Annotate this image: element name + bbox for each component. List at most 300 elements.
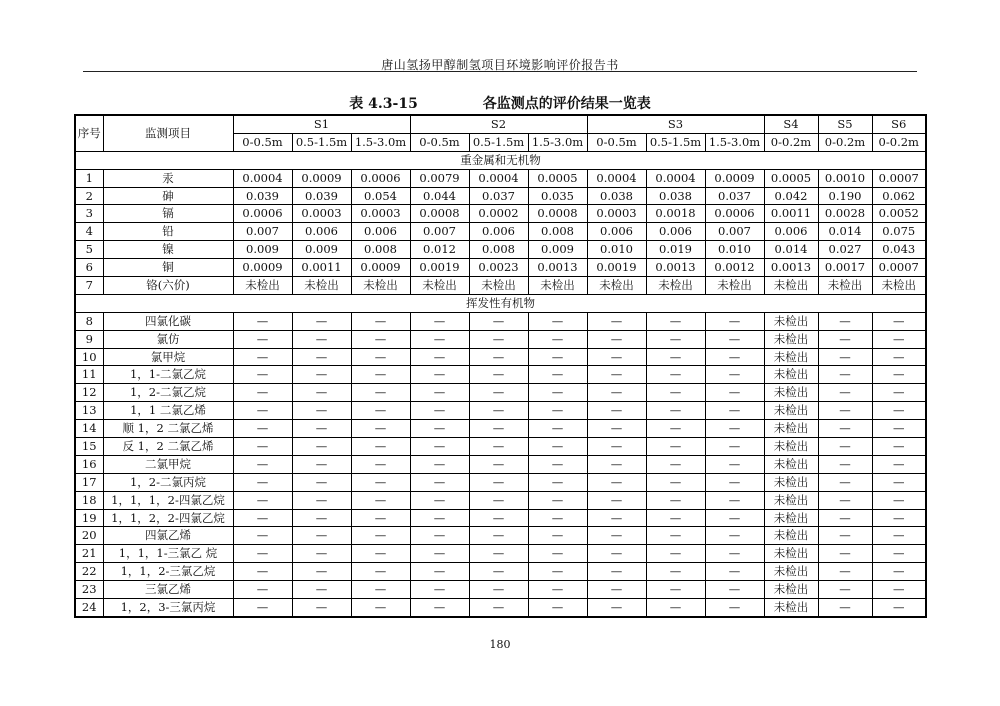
result-cell: —	[469, 312, 528, 330]
result-cell: 未检出	[764, 491, 818, 509]
result-cell: 0.0006	[351, 169, 410, 187]
result-cell: 0.0005	[528, 169, 587, 187]
result-cell: —	[351, 402, 410, 420]
table-row	[75, 169, 926, 187]
result-cell: —	[469, 348, 528, 366]
result-cell: —	[818, 402, 872, 420]
result-cell: —	[705, 599, 764, 617]
result-cell: —	[233, 581, 292, 599]
header-depth: 0-0.2m	[764, 133, 818, 151]
table-row	[75, 384, 926, 402]
row-item-name: 氯甲烷	[103, 348, 233, 366]
row-item-name: 铅	[103, 223, 233, 241]
result-cell: 0.006	[469, 223, 528, 241]
row-item-name: 三氯乙烯	[103, 581, 233, 599]
row-item-name: 1，2-二氯乙烷	[103, 384, 233, 402]
result-cell: —	[292, 473, 351, 491]
table-row	[75, 277, 926, 295]
result-cell: 0.009	[528, 241, 587, 259]
row-number: 18	[75, 491, 103, 509]
result-cell: —	[705, 384, 764, 402]
result-cell: —	[872, 312, 926, 330]
header-station: S6	[872, 115, 926, 133]
result-cell: —	[469, 455, 528, 473]
result-cell: —	[818, 527, 872, 545]
result-cell: —	[705, 563, 764, 581]
result-cell: —	[528, 509, 587, 527]
result-cell: —	[705, 491, 764, 509]
result-cell: 0.0004	[587, 169, 646, 187]
result-cell: 未检出	[764, 599, 818, 617]
result-cell: —	[872, 366, 926, 384]
result-cell: 0.0009	[351, 259, 410, 277]
result-cell: —	[646, 438, 705, 456]
row-number: 20	[75, 527, 103, 545]
result-cell: 未检出	[764, 455, 818, 473]
table-row	[75, 348, 926, 366]
result-cell: 0.0011	[764, 205, 818, 223]
result-cell: —	[233, 330, 292, 348]
result-cell: —	[587, 527, 646, 545]
result-cell: —	[818, 509, 872, 527]
result-cell: —	[292, 455, 351, 473]
table-row	[75, 473, 926, 491]
result-cell: 未检出	[764, 438, 818, 456]
row-number: 3	[75, 205, 103, 223]
result-cell: 0.039	[292, 187, 351, 205]
result-cell: —	[646, 348, 705, 366]
row-item-name: 1，2，3-三氯丙烷	[103, 599, 233, 617]
result-cell: —	[872, 473, 926, 491]
result-cell: 0.0004	[469, 169, 528, 187]
result-cell: 未检出	[469, 277, 528, 295]
result-cell: 未检出	[646, 277, 705, 295]
result-cell: —	[705, 473, 764, 491]
result-cell: 0.006	[351, 223, 410, 241]
results-table-wrapper	[74, 114, 927, 618]
result-cell: —	[528, 455, 587, 473]
result-cell: —	[587, 455, 646, 473]
header-depth: 1.5-3.0m	[528, 133, 587, 151]
row-number: 12	[75, 384, 103, 402]
result-cell: —	[233, 509, 292, 527]
result-cell: —	[587, 545, 646, 563]
result-cell: —	[587, 348, 646, 366]
result-cell: 0.009	[233, 241, 292, 259]
result-cell: 0.190	[818, 187, 872, 205]
result-cell: —	[351, 384, 410, 402]
header-depth: 0-0.2m	[818, 133, 872, 151]
table-row	[75, 402, 926, 420]
row-number: 24	[75, 599, 103, 617]
result-cell: 0.0009	[233, 259, 292, 277]
result-cell: —	[705, 330, 764, 348]
result-cell: —	[528, 384, 587, 402]
result-cell: 0.0013	[764, 259, 818, 277]
result-cell: —	[872, 509, 926, 527]
table-row	[75, 545, 926, 563]
result-cell: 0.062	[872, 187, 926, 205]
result-cell: 0.006	[646, 223, 705, 241]
row-item-name: 氯仿	[103, 330, 233, 348]
result-cell: —	[646, 455, 705, 473]
result-cell: —	[233, 455, 292, 473]
result-cell: —	[410, 384, 469, 402]
result-cell: 0.0009	[292, 169, 351, 187]
row-number: 7	[75, 277, 103, 295]
header-depth: 0.5-1.5m	[469, 133, 528, 151]
result-cell: 0.009	[292, 241, 351, 259]
result-cell: 0.0007	[872, 259, 926, 277]
result-cell: —	[233, 438, 292, 456]
result-cell: 0.0028	[818, 205, 872, 223]
result-cell: 未检出	[764, 277, 818, 295]
result-cell: 0.0002	[469, 205, 528, 223]
result-cell: 未检出	[764, 509, 818, 527]
table-title: 各监测点的评价结果一览表	[482, 96, 651, 112]
result-cell: —	[818, 438, 872, 456]
result-cell: —	[818, 384, 872, 402]
result-cell: —	[705, 527, 764, 545]
result-cell: 0.006	[764, 223, 818, 241]
result-cell: 0.014	[818, 223, 872, 241]
result-cell: —	[818, 581, 872, 599]
header-row-stations	[75, 115, 926, 133]
result-cell: 0.007	[705, 223, 764, 241]
table-row	[75, 330, 926, 348]
result-cell: —	[233, 599, 292, 617]
result-cell: —	[233, 384, 292, 402]
result-cell: —	[872, 348, 926, 366]
result-cell: 未检出	[764, 366, 818, 384]
result-cell: —	[528, 330, 587, 348]
table-row	[75, 223, 926, 241]
result-cell: —	[233, 545, 292, 563]
result-cell: —	[410, 581, 469, 599]
result-cell: 0.037	[705, 187, 764, 205]
result-cell: —	[469, 330, 528, 348]
result-cell: —	[646, 527, 705, 545]
result-cell: —	[233, 527, 292, 545]
result-cell: —	[233, 563, 292, 581]
result-cell: 0.007	[233, 223, 292, 241]
result-cell: —	[410, 438, 469, 456]
result-cell: —	[351, 420, 410, 438]
result-cell: —	[469, 527, 528, 545]
section-row	[75, 151, 926, 169]
header-station: S2	[410, 115, 587, 133]
result-cell: 未检出	[764, 563, 818, 581]
table-row	[75, 581, 926, 599]
result-cell: —	[646, 384, 705, 402]
result-cell: 未检出	[764, 384, 818, 402]
result-cell: —	[351, 438, 410, 456]
header-station: S5	[818, 115, 872, 133]
result-cell: —	[587, 366, 646, 384]
header-item: 监测项目	[103, 115, 233, 151]
result-cell: 未检出	[764, 402, 818, 420]
results-table-body	[75, 115, 926, 617]
result-cell: —	[872, 563, 926, 581]
row-number: 23	[75, 581, 103, 599]
row-number: 16	[75, 455, 103, 473]
result-cell: 未检出	[764, 473, 818, 491]
result-cell: 未检出	[764, 420, 818, 438]
result-cell: —	[528, 599, 587, 617]
row-item-name: 1，1，1，2-四氯乙烷	[103, 491, 233, 509]
result-cell: —	[469, 473, 528, 491]
result-cell: —	[292, 599, 351, 617]
table-row	[75, 438, 926, 456]
table-row	[75, 527, 926, 545]
result-cell: —	[705, 438, 764, 456]
result-cell: —	[528, 402, 587, 420]
result-cell: —	[528, 473, 587, 491]
result-cell: —	[646, 420, 705, 438]
result-cell: —	[292, 563, 351, 581]
table-row	[75, 491, 926, 509]
table-row	[75, 455, 926, 473]
row-item-name: 顺 1，2 二氯乙烯	[103, 420, 233, 438]
header-depth: 0.5-1.5m	[292, 133, 351, 151]
result-cell: —	[410, 491, 469, 509]
result-cell: —	[818, 455, 872, 473]
result-cell: 未检出	[764, 527, 818, 545]
row-item-name: 四氯化碳	[103, 312, 233, 330]
row-item-name: 1，1，2-三氯乙烷	[103, 563, 233, 581]
result-cell: 0.0003	[351, 205, 410, 223]
result-cell: 0.007	[410, 223, 469, 241]
result-cell: 未检出	[764, 330, 818, 348]
result-cell: 未检出	[764, 581, 818, 599]
header-seq: 序号	[75, 115, 103, 151]
result-cell: 0.012	[410, 241, 469, 259]
row-item-name: 铬(六价)	[103, 277, 233, 295]
result-cell: 0.044	[410, 187, 469, 205]
result-cell: 0.0018	[646, 205, 705, 223]
result-cell: —	[351, 366, 410, 384]
result-cell: —	[410, 330, 469, 348]
result-cell: —	[292, 402, 351, 420]
result-cell: —	[292, 330, 351, 348]
result-cell: —	[872, 491, 926, 509]
result-cell: —	[410, 473, 469, 491]
result-cell: —	[528, 581, 587, 599]
table-number: 表 4.3-15	[349, 96, 418, 112]
result-cell: —	[872, 581, 926, 599]
result-cell: 未检出	[351, 277, 410, 295]
result-cell: —	[410, 527, 469, 545]
result-cell: 0.0004	[646, 169, 705, 187]
result-cell: —	[410, 402, 469, 420]
result-cell: 未检出	[410, 277, 469, 295]
row-number: 11	[75, 366, 103, 384]
result-cell: 0.0003	[292, 205, 351, 223]
result-cell: —	[528, 312, 587, 330]
table-row	[75, 366, 926, 384]
result-cell: 0.006	[292, 223, 351, 241]
result-cell: —	[646, 509, 705, 527]
result-cell: 0.027	[818, 241, 872, 259]
result-cell: 0.054	[351, 187, 410, 205]
result-cell: 0.0052	[872, 205, 926, 223]
result-cell: —	[469, 366, 528, 384]
result-cell: —	[410, 348, 469, 366]
result-cell: —	[292, 545, 351, 563]
result-cell: —	[469, 599, 528, 617]
result-cell: —	[233, 348, 292, 366]
row-number: 5	[75, 241, 103, 259]
result-cell: —	[528, 348, 587, 366]
section-title: 挥发性有机物	[75, 294, 926, 312]
result-cell: 0.0006	[233, 205, 292, 223]
result-cell: 0.0005	[764, 169, 818, 187]
result-cell: —	[528, 491, 587, 509]
result-cell: 未检出	[872, 277, 926, 295]
result-cell: —	[646, 491, 705, 509]
result-cell: —	[233, 312, 292, 330]
page-number: 180	[489, 638, 511, 651]
header-depth: 0.5-1.5m	[646, 133, 705, 151]
result-cell: —	[351, 509, 410, 527]
row-number: 4	[75, 223, 103, 241]
result-cell: —	[528, 438, 587, 456]
row-item-name: 镉	[103, 205, 233, 223]
row-number: 19	[75, 509, 103, 527]
result-cell: —	[410, 509, 469, 527]
table-row	[75, 241, 926, 259]
row-number: 15	[75, 438, 103, 456]
result-cell: —	[469, 420, 528, 438]
row-number: 2	[75, 187, 103, 205]
result-cell: —	[469, 491, 528, 509]
result-cell: —	[292, 491, 351, 509]
result-cell: —	[872, 330, 926, 348]
result-cell: 未检出	[587, 277, 646, 295]
result-cell: —	[587, 420, 646, 438]
result-cell: —	[646, 330, 705, 348]
header-depth: 0-0.5m	[587, 133, 646, 151]
header-rule	[83, 71, 917, 72]
table-row	[75, 259, 926, 277]
result-cell: —	[705, 420, 764, 438]
result-cell: —	[587, 330, 646, 348]
result-cell: —	[410, 312, 469, 330]
table-row	[75, 599, 926, 617]
result-cell: —	[528, 366, 587, 384]
result-cell: 0.0011	[292, 259, 351, 277]
result-cell: —	[872, 384, 926, 402]
table-row	[75, 205, 926, 223]
header-depth: 0-0.5m	[410, 133, 469, 151]
result-cell: —	[233, 366, 292, 384]
result-cell: —	[705, 545, 764, 563]
result-cell: —	[469, 581, 528, 599]
result-cell: —	[292, 527, 351, 545]
document-header-title: 唐山氢扬甲醇制氢项目环境影响评价报告书	[381, 58, 619, 72]
result-cell: —	[872, 455, 926, 473]
result-cell: —	[351, 348, 410, 366]
row-number: 9	[75, 330, 103, 348]
result-cell: —	[410, 599, 469, 617]
result-cell: —	[818, 420, 872, 438]
result-cell: 0.0023	[469, 259, 528, 277]
result-cell: —	[818, 366, 872, 384]
table-row	[75, 312, 926, 330]
result-cell: —	[469, 384, 528, 402]
result-cell: 0.0010	[818, 169, 872, 187]
result-cell: 0.008	[469, 241, 528, 259]
result-cell: —	[872, 599, 926, 617]
result-cell: 0.0003	[587, 205, 646, 223]
result-cell: —	[818, 491, 872, 509]
result-cell: —	[587, 563, 646, 581]
result-cell: —	[292, 312, 351, 330]
result-cell: —	[351, 491, 410, 509]
result-cell: —	[705, 348, 764, 366]
result-cell: —	[705, 366, 764, 384]
result-cell: —	[410, 455, 469, 473]
result-cell: —	[646, 545, 705, 563]
result-cell: 0.006	[587, 223, 646, 241]
row-number: 10	[75, 348, 103, 366]
result-cell: 0.075	[872, 223, 926, 241]
result-cell: 0.037	[469, 187, 528, 205]
result-cell: —	[705, 581, 764, 599]
result-cell: —	[818, 330, 872, 348]
result-cell: —	[587, 491, 646, 509]
result-cell: —	[410, 366, 469, 384]
row-item-name: 二氯甲烷	[103, 455, 233, 473]
result-cell: —	[292, 438, 351, 456]
result-cell: 未检出	[764, 312, 818, 330]
row-number: 14	[75, 420, 103, 438]
row-item-name: 镍	[103, 241, 233, 259]
result-cell: —	[233, 473, 292, 491]
results-table	[74, 114, 927, 618]
result-cell: —	[646, 402, 705, 420]
section-row	[75, 294, 926, 312]
result-cell: —	[587, 581, 646, 599]
result-cell: —	[410, 545, 469, 563]
row-item-name: 1，1，1-三氯乙 烷	[103, 545, 233, 563]
result-cell: —	[705, 509, 764, 527]
result-cell: —	[292, 366, 351, 384]
result-cell: 未检出	[764, 348, 818, 366]
table-caption	[0, 93, 1000, 113]
result-cell: —	[351, 563, 410, 581]
result-cell: —	[351, 599, 410, 617]
result-cell: —	[818, 563, 872, 581]
result-cell: 0.010	[705, 241, 764, 259]
result-cell: 0.0017	[818, 259, 872, 277]
result-cell: 0.0019	[410, 259, 469, 277]
result-cell: —	[469, 509, 528, 527]
result-cell: 0.038	[646, 187, 705, 205]
result-cell: 0.0012	[705, 259, 764, 277]
result-cell: —	[818, 473, 872, 491]
result-cell: —	[818, 545, 872, 563]
result-cell: —	[233, 402, 292, 420]
result-cell: —	[528, 545, 587, 563]
result-cell: —	[872, 527, 926, 545]
row-item-name: 1，1，2，2-四氯乙烷	[103, 509, 233, 527]
result-cell: —	[351, 312, 410, 330]
header-station: S3	[587, 115, 764, 133]
header-depth: 0-0.5m	[233, 133, 292, 151]
result-cell: 0.0009	[705, 169, 764, 187]
result-cell: —	[587, 312, 646, 330]
